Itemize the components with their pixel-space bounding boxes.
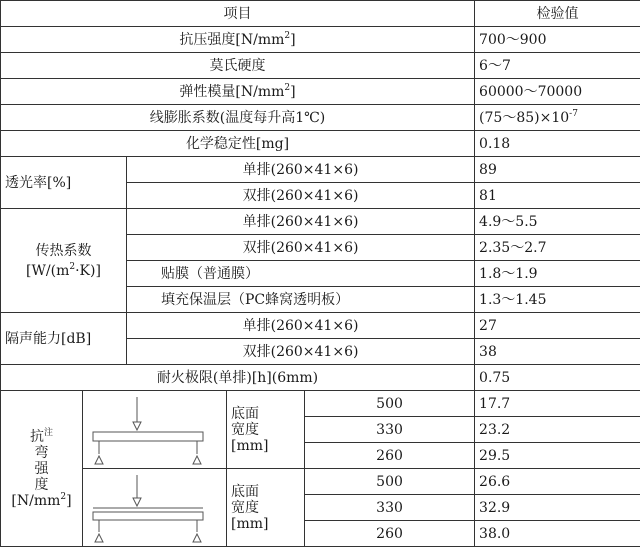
heat-label-line2: $[W/(m^2\cdot K)]$ xyxy=(5,261,122,281)
expansion-label: 线膨胀系数(温度每升高1℃) xyxy=(1,105,475,131)
heat-sub-label: 贴膜（普通膜） xyxy=(127,261,475,287)
bending-width: 500 xyxy=(305,469,475,495)
bending-value: 17.7 xyxy=(475,391,640,417)
expansion-value: $(75\sim 85)\times 10^{-7}$ xyxy=(475,105,640,131)
table-row xyxy=(1,157,640,183)
fire-label: 耐火极限(单排)[h](6mm) xyxy=(1,365,475,391)
table-row xyxy=(1,313,640,339)
bending-value: 26.6 xyxy=(475,469,640,495)
beam-diagram-cell xyxy=(83,391,227,469)
heat-sub-label: 单排(260×41×6) xyxy=(127,209,475,235)
header-item: 项目 xyxy=(1,1,475,27)
light-label: 透光率[%] xyxy=(1,157,127,209)
bending-width: 260 xyxy=(305,443,475,469)
sound-sub-label: 双排(260×41×6) xyxy=(127,339,475,365)
table-row xyxy=(1,391,640,417)
heat-sub-value: 1.3～1.45 xyxy=(475,287,640,313)
bending-width: 330 xyxy=(305,495,475,521)
table-row xyxy=(1,53,640,79)
beam-diagram-cell xyxy=(83,469,227,547)
sound-sub-value: 27 xyxy=(475,313,640,339)
heat-sub-label: 双排(260×41×6) xyxy=(127,235,475,261)
chemical-value: 0.18 xyxy=(475,131,640,157)
bending-width: 260 xyxy=(305,521,475,547)
table-row xyxy=(1,27,640,53)
table-row xyxy=(1,79,640,105)
bending-value: 38.0 xyxy=(475,521,640,547)
header-value: 检验值 xyxy=(475,1,640,27)
bending-dim-label: 底面 宽度 [mm] xyxy=(227,391,305,469)
light-sub-label: 双排(260×41×6) xyxy=(127,183,475,209)
chemical-label: 化学稳定性[mg] xyxy=(1,131,475,157)
sound-label: 隔声能力[dB] xyxy=(1,313,127,365)
elastic-value: 60000～70000 xyxy=(475,79,640,105)
bending-width: 500 xyxy=(305,391,475,417)
table-row xyxy=(1,469,640,495)
mohs-value: 6～7 xyxy=(475,53,640,79)
fire-value: 0.75 xyxy=(475,365,640,391)
mohs-label: 莫氏硬度 xyxy=(1,53,475,79)
heat-sub-label: 填充保温层（PC蜂窝透明板） xyxy=(127,287,475,313)
heat-label-line1: 传热系数 xyxy=(5,241,122,261)
bending-value: 29.5 xyxy=(475,443,640,469)
header-row xyxy=(1,1,640,27)
sound-sub-label: 单排(260×41×6) xyxy=(127,313,475,339)
sound-sub-value: 38 xyxy=(475,339,640,365)
three-point-bend-diagram-icon xyxy=(87,392,227,467)
bending-width: 330 xyxy=(305,417,475,443)
four-point-bend-diagram-icon xyxy=(87,470,227,545)
bending-dim-label: 底面 宽度 [mm] xyxy=(227,469,305,547)
heat-label xyxy=(1,209,127,313)
table-row xyxy=(1,105,640,131)
bending-value: 23.2 xyxy=(475,417,640,443)
compressive-value: 700～900 xyxy=(475,27,640,53)
heat-sub-value: 4.9～5.5 xyxy=(475,209,640,235)
light-sub-value: 81 xyxy=(475,183,640,209)
heat-sub-value: 1.8～1.9 xyxy=(475,261,640,287)
bending-label: 抗$^注$ 弯 强 度 $[N/mm^2]$ xyxy=(1,391,83,547)
light-sub-value: 89 xyxy=(475,157,640,183)
table-row xyxy=(1,365,640,391)
elastic-label: 弹性模量$[N/mm^2]$ xyxy=(1,79,475,105)
bending-value: 32.9 xyxy=(475,495,640,521)
compressive-label: 抗压强度$[N/mm^2]$ xyxy=(1,27,475,53)
heat-sub-value: 2.35～2.7 xyxy=(475,235,640,261)
table-row xyxy=(1,209,640,235)
light-sub-label: 单排(260×41×6) xyxy=(127,157,475,183)
table-row xyxy=(1,131,640,157)
